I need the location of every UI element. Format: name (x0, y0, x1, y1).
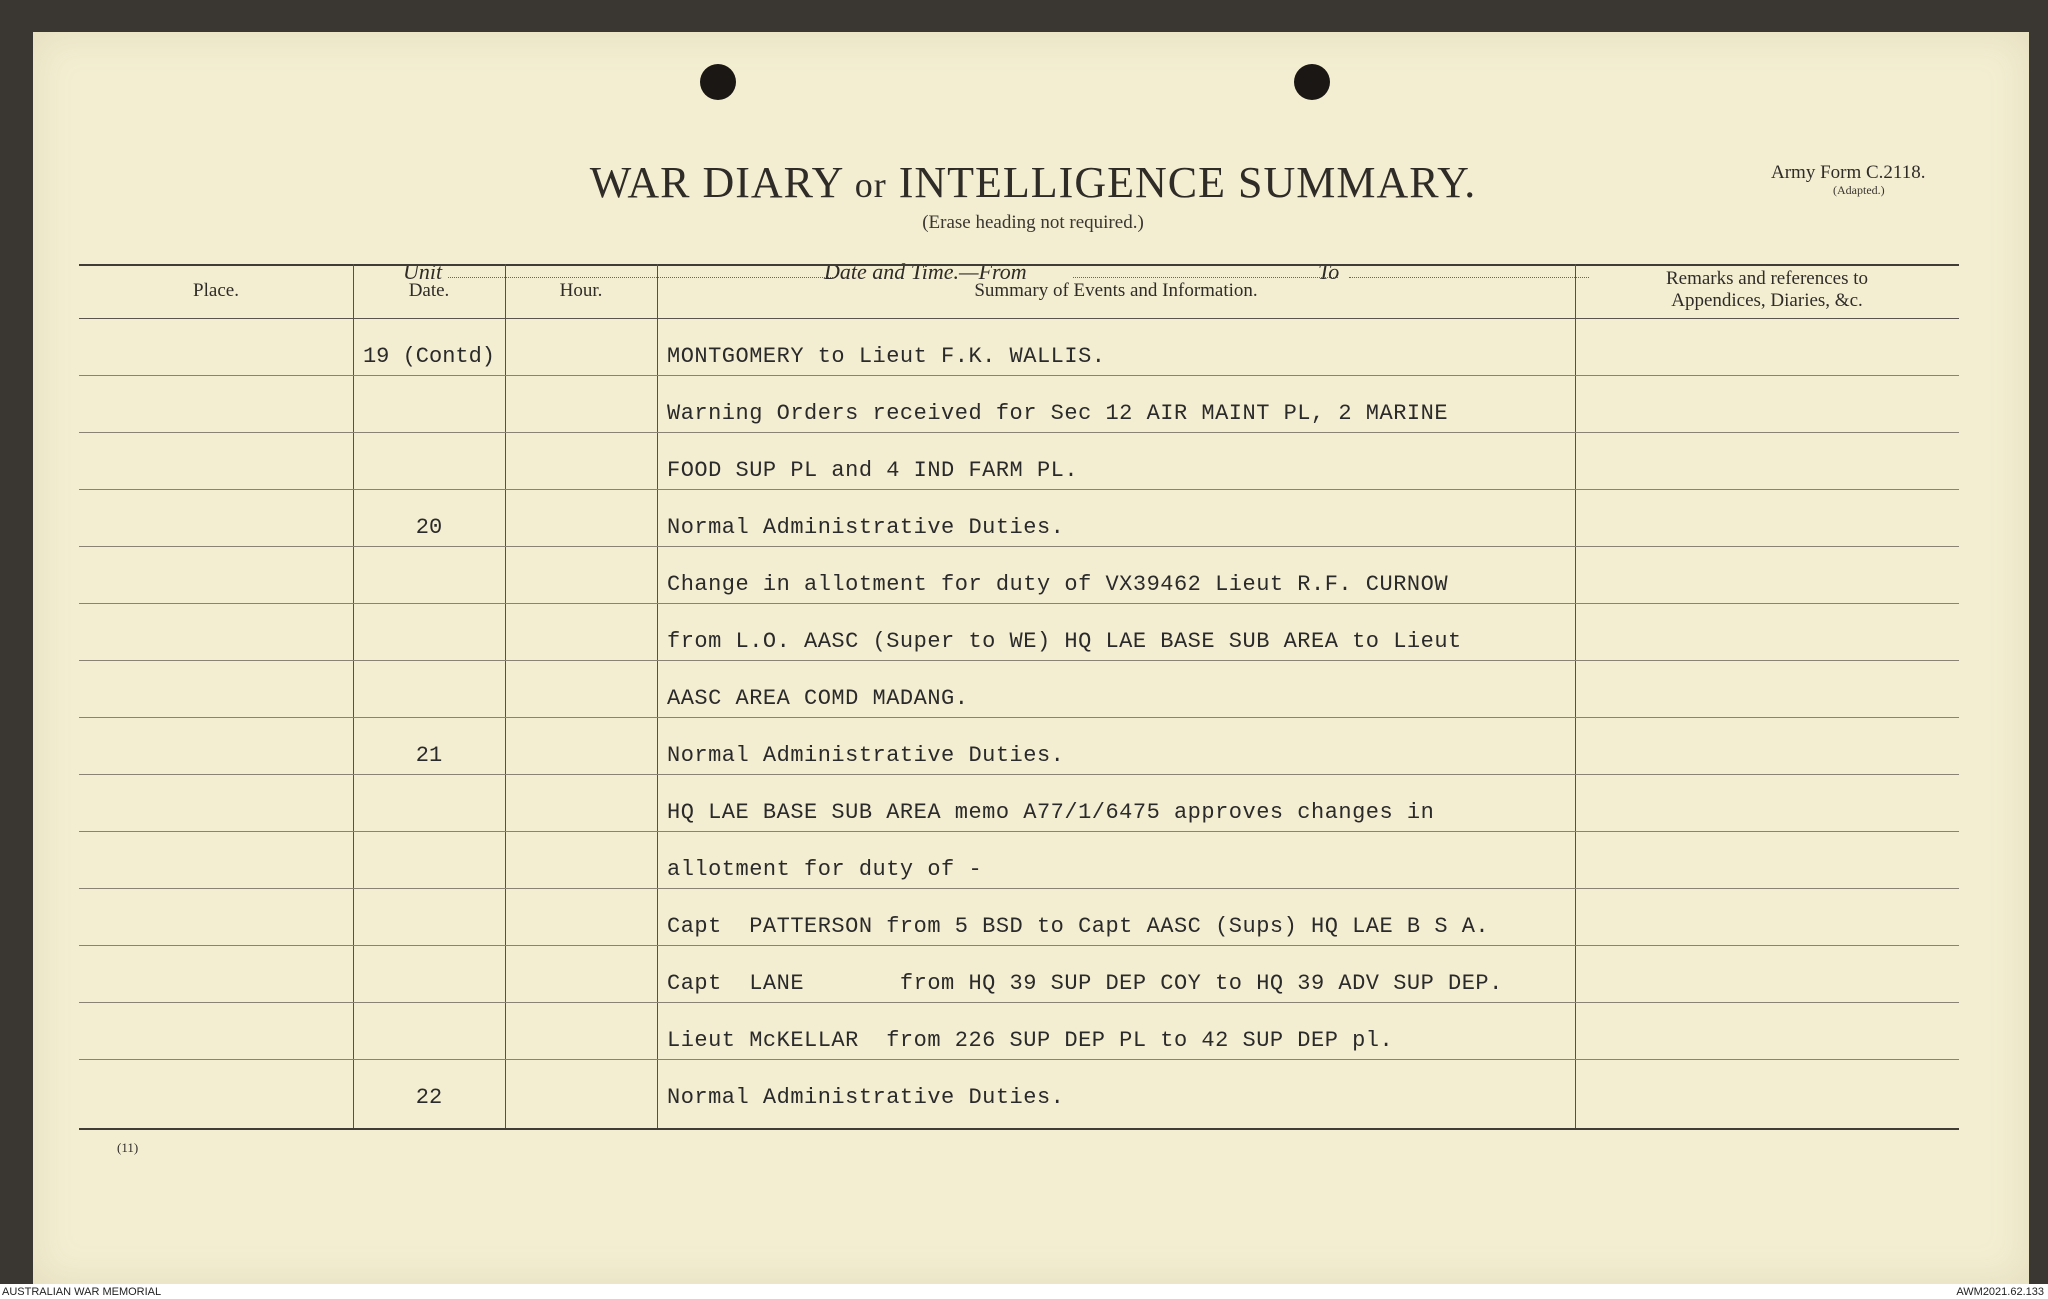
date-from-field (1073, 277, 1338, 278)
entry-summary-text: MONTGOMERY to Lieut F.K. WALLIS. (667, 344, 1106, 369)
header-bottom-rule (79, 318, 1959, 319)
date-to-label: To (1318, 259, 1340, 284)
row-rule (79, 888, 1959, 889)
punch-hole-left (700, 64, 736, 100)
entry-summary-text: AASC AREA COMD MADANG. (667, 686, 969, 711)
army-form-adapted: (Adapted.) (1833, 183, 1885, 197)
form-title (33, 157, 2033, 208)
row-rule (79, 489, 1959, 490)
row-rule (79, 945, 1959, 946)
entry-summary-text: Normal Administrative Duties. (667, 1085, 1065, 1110)
entry-date: 21 (415, 743, 443, 768)
entry-summary-text: Lieut McKELLAR from 226 SUP DEP PL to 42 SUP DEP pl. (667, 1028, 1394, 1053)
title-intelligence-summary: INTELLIGENCE SUMMARY. (898, 158, 1477, 207)
date-time-from-label: Date and Time.—From (824, 259, 1027, 284)
remarks-header-line1: Remarks and references to (1665, 268, 1869, 289)
entry-summary-text: HQ LAE BASE SUB AREA memo A77/1/6475 approves changes in (667, 800, 1435, 825)
entry-summary-text: Capt PATTERSON from 5 BSD to Capt AASC (Sups) HQ LAE B S A. (667, 914, 1490, 939)
entry-summary-text: allotment for duty of - (667, 857, 983, 882)
form-subtitle: (Erase heading not required.) (922, 212, 1144, 233)
remarks-header-line2: Appendices, Diaries, &c. (1671, 290, 1863, 311)
row-rule (79, 774, 1959, 775)
col-divider-place (353, 264, 354, 1128)
column-header-remarks (1575, 268, 1959, 312)
army-form-number: Army Form C.2118. (1771, 162, 1926, 183)
archive-caption-left: AUSTRALIAN WAR MEMORIAL (2, 1286, 162, 1298)
archive-caption-right: AWM2021.62.133 (1956, 1286, 2044, 1298)
diary-page (33, 32, 2029, 1284)
row-rule (79, 375, 1959, 376)
column-header-summary: Summary of Events and Information. (974, 280, 1258, 301)
entry-summary-text: Warning Orders received for Sec 12 AIR MAINT PL, 2 MARINE (667, 401, 1449, 426)
col-divider-hour (657, 264, 658, 1128)
table-bottom-rule (79, 1128, 1959, 1130)
date-to-field (1349, 277, 1589, 278)
title-or: or (854, 165, 887, 205)
row-rule (79, 831, 1959, 832)
unit-label: Unit (403, 259, 443, 284)
row-rule (79, 603, 1959, 604)
col-divider-summary (1575, 264, 1576, 1128)
column-header-hour: Hour. (559, 280, 603, 301)
entry-date: 20 (415, 515, 443, 540)
entry-summary-text: FOOD SUP PL and 4 IND FARM PL. (667, 458, 1079, 483)
footer-form-number: (11) (117, 1140, 139, 1155)
table-top-rule (79, 264, 1959, 266)
entry-summary-text: Capt LANE from HQ 39 SUP DEP COY to HQ 39 ADV SUP DEP. (667, 971, 1503, 996)
row-rule (79, 546, 1959, 547)
column-header-place: Place. (193, 280, 239, 301)
row-rule (79, 1059, 1959, 1060)
column-header-date: Date. (408, 280, 450, 301)
punch-hole-right (1294, 64, 1330, 100)
entry-summary-text: Change in allotment for duty of VX39462 Lieut R.F. CURNOW (667, 572, 1449, 597)
entry-summary-text: Normal Administrative Duties. (667, 743, 1065, 768)
row-rule (79, 432, 1959, 433)
entry-date: 19 (Contd) (362, 344, 496, 369)
entry-summary-text: Normal Administrative Duties. (667, 515, 1065, 540)
entry-summary-text: from L.O. AASC (Super to WE) HQ LAE BASE SUB AREA to Lieut (667, 629, 1462, 654)
row-rule (79, 660, 1959, 661)
title-war-diary: WAR DIARY (589, 158, 843, 207)
col-divider-date (505, 264, 506, 1128)
row-rule (79, 1002, 1959, 1003)
row-rule (79, 717, 1959, 718)
entry-date: 22 (415, 1085, 443, 1110)
